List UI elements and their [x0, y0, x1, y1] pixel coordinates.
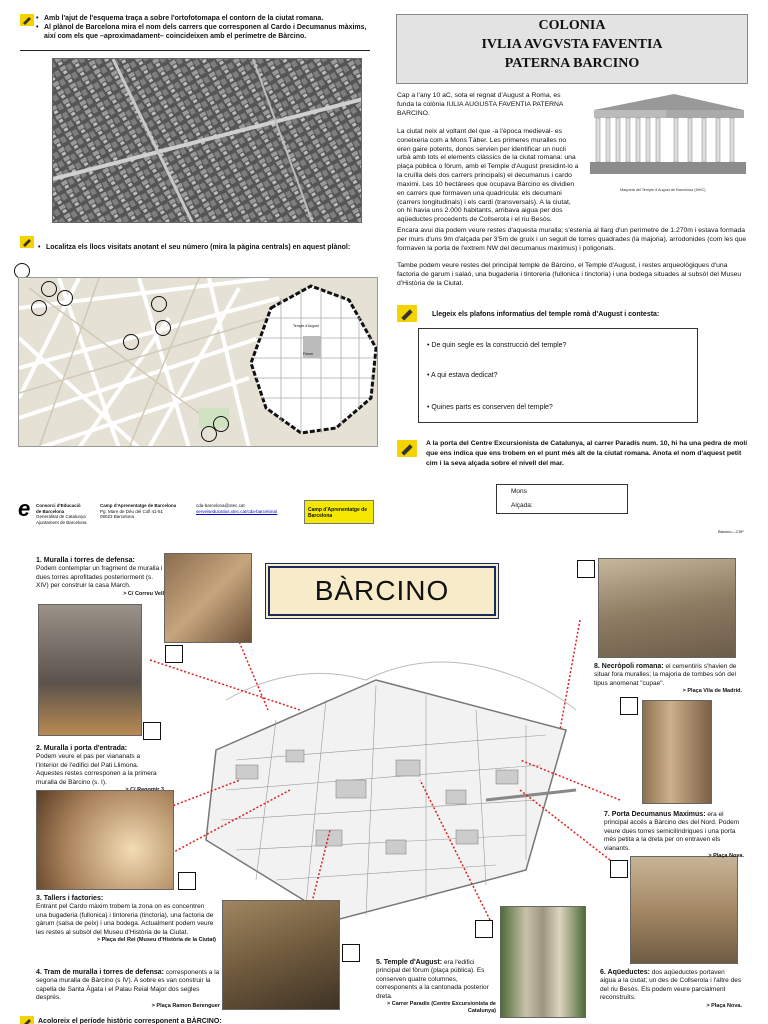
locate-instruction: • Localitza els llocs visitats anotant el seu número (mira la pàgina centrals) en aquest plànol: — [38, 244, 351, 251]
item-text: era el principal accés a Bàrcino des del Nord. Podem veure dues torres semicilíndriques i una porta més petita a la dreta per on entraven els vianants. — [604, 811, 740, 852]
item-title: 7. Porta Decumanus Maximus: — [604, 811, 706, 818]
visit-checkbox-3[interactable] — [178, 872, 196, 890]
poster-item-1 — [36, 556, 164, 598]
color-period-instruction: Acoloreix el període històric corresponent a BÀRCINO: — [38, 1018, 222, 1024]
instruction-list — [36, 14, 370, 41]
mons-instruction: A la porta del Centre Excursionista de Catalunya, al carrer Paradís num. 10, hi ha una pedra de molí que ens indica que ens trobem en el punt més alt de la ciutat romana. Anota el nom d'aquest petit cim i la seva alçada sobre el nivell del mar. — [426, 440, 748, 468]
item-place: > Plaça Vila de Madrid. — [682, 688, 742, 695]
plan-label: Temple d'August — [293, 324, 319, 328]
item-title: 2. Muralla i porta d'entrada: — [36, 745, 128, 752]
org-line: Camp d'Aprenentatge de Barcelona — [100, 503, 177, 508]
poster-item-6 — [600, 968, 742, 1010]
website-link[interactable]: serveiseducatius.xtec.cat/cda-barcelona/ — [196, 508, 278, 514]
item-title: 4. Tram de muralla i torres de defensa: — [36, 969, 164, 976]
workshops-photo — [36, 790, 174, 890]
orthophoto-texture — [53, 59, 362, 223]
mons-field-label: Mons — [511, 488, 527, 495]
email-link[interactable]: cda-barcelona@xtec.cat — [196, 503, 245, 508]
street-map[interactable] — [18, 277, 378, 447]
title-line: IVLIA AVGVSTA FAVENTIA — [481, 36, 663, 52]
intro-paragraph: Tambe podem veure restes del principal temple de Bàrcino, el Temple d'August, i restes arqueològiques d'una factoria de garum i salaó, una bugaderia i tintoreria (fullonica i tinctoria) i una bodega situades al subsòl del Museu d'Història de la Ciutat. — [397, 262, 742, 287]
location-marker[interactable] — [151, 296, 167, 312]
item-title: 3. Tallers i factories: — [36, 895, 104, 902]
wall-towers-photo — [164, 553, 252, 643]
item-text: el cementiris s'havien de situar fora muralles; la majoria de tombes són del tipus anomenat "cupae". — [594, 663, 737, 687]
visit-checkbox-6[interactable] — [610, 860, 628, 878]
location-marker[interactable] — [57, 290, 73, 306]
location-marker[interactable] — [155, 320, 171, 336]
item-place: > Plaça del Rei (Museu d'Història de la Ciutat) — [96, 937, 216, 944]
item-place: > Plaça Ramon Berenguer — [151, 1002, 220, 1009]
decumanus-gate-photo — [642, 700, 712, 804]
instruction-item: • Amb l'ajut de l'esquema traça a sobre l'ortofotomapa el contorn de la ciutat romana. — [36, 15, 324, 22]
pencil-icon — [20, 14, 34, 26]
temple-caption: Maqueta del Temple d'August de Barcelona (MHC) — [620, 188, 706, 192]
cda-badge-text: Camp d'Aprenentatge de Barcelona — [308, 507, 367, 519]
temple-model-drawing — [584, 88, 748, 186]
roman-city-outline — [241, 278, 378, 447]
item-title: 1. Muralla i torres de defensa: — [36, 557, 135, 564]
question-header: Llegeix els plafons informatius del temple romà d'August i contesta: — [432, 311, 660, 318]
item-place: > Plaça Nova. — [708, 853, 744, 860]
item-text: corresponents a la segona muralla de Bàrcino (s IV). A sobre es van construir la capella de Santa Àgata i el Palau Reial Major dos segles després. — [36, 969, 220, 1002]
cda-badge — [304, 500, 374, 524]
org-line: Pg. Mare de Déu del Coll 41-51 — [100, 508, 164, 514]
cda-info — [100, 503, 176, 520]
consorci-logo: e — [18, 496, 31, 521]
item-place: > Carrer Paradís (Centre Excursionista de Catalunya) — [387, 1001, 496, 1015]
pencil-icon — [20, 1016, 34, 1024]
title-box — [396, 14, 748, 84]
temple-columns-photo — [500, 906, 586, 1018]
title-line: PATERNA BARCINO — [504, 55, 640, 71]
poster-title: BÀRCINO — [268, 566, 496, 616]
question-text: A qui estava dedicat? — [431, 372, 498, 379]
question-box — [418, 328, 698, 423]
org-line: Consorci d'Educació — [36, 503, 81, 508]
intro-paragraph: Encara avui dia podem veure restes d'aquesta muralla; s'estenia al llarg d'un perímetre de 1.270m i estava formada per murs d'uns 9m d'alçada per 3'5m de gruix i un seguit de torres quadrades (la majoria), arrodonides (com les que formaven la porta de l'extrem NW del decumanus maximus) i poligonals. — [397, 227, 747, 252]
poster-item-3 — [36, 894, 216, 944]
consorci-info — [36, 503, 87, 526]
item-title: 5. Temple d'August: — [376, 959, 443, 966]
poster-item-7 — [604, 810, 744, 860]
visit-checkbox-5[interactable] — [475, 920, 493, 938]
necropolis-photo — [598, 558, 736, 658]
item-place: > Plaça Nova. — [706, 1002, 742, 1009]
temple-model-image — [584, 88, 748, 186]
intro-paragraph: Cap a l'any 10 aC, sota el regnat d'August a Roma, es funda la colònia IULIA AUGUSTA FAVENTIA PATERNA BARCINO. — [397, 92, 564, 117]
location-marker[interactable] — [31, 300, 47, 316]
org-line: de Barcelona — [36, 508, 65, 514]
page-code: Bàrcino—CSP — [718, 529, 744, 534]
location-marker[interactable] — [41, 281, 57, 297]
location-marker[interactable] — [123, 334, 139, 350]
item-text: Podem contemplar un fragment de muralla i dues torres aprofitades posteriorment (s. XIV) per construir la casa March. — [36, 565, 163, 590]
item-text: Podem veure el pas per viananats a l'interior de l'edifici del Pati Llimona. Aquestes restes corresponen a la primera muralla de Bàrcino (s. I). — [36, 753, 157, 786]
title-line: COLONIA — [538, 18, 606, 33]
contact-info — [196, 503, 277, 514]
question-text: De quin segle es la construcció del temple? — [431, 342, 567, 349]
visit-checkbox-8[interactable] — [577, 560, 595, 578]
aqueducts-photo — [630, 856, 738, 964]
visit-checkbox-7[interactable] — [620, 697, 638, 715]
question-text: Quines parts es conserven del temple? — [431, 404, 553, 411]
roman-city-plan — [241, 278, 378, 447]
altitude-field-label: Alçada: — [511, 502, 533, 509]
question-item: • De quin segle es la construcció del temple? — [427, 342, 567, 349]
org-line: Generalitat de Catalunya — [36, 514, 86, 520]
poster-item-2 — [36, 744, 164, 794]
item-place: > C/ Correu Vell — [123, 590, 164, 597]
question-item: • A qui estava dedicat? — [427, 372, 498, 379]
question-item: • Quines parts es conserven del temple? — [427, 404, 553, 411]
wall-section-photo — [222, 900, 340, 1010]
poster-item-4 — [36, 968, 220, 1010]
pencil-icon — [397, 305, 417, 322]
org-line: Ajuntament de Barcelona — [36, 519, 87, 525]
org-line: 08023 Barcelona — [100, 514, 135, 520]
divider — [20, 50, 370, 51]
plan-label: Fòrum — [303, 352, 314, 356]
mons-answer-box[interactable] — [496, 484, 628, 514]
poster-item-5 — [376, 958, 496, 1015]
item-title: 6. Aqüeductes: — [600, 969, 650, 976]
visit-checkbox-2[interactable] — [143, 722, 161, 740]
item-title: 8. Necròpoli romana: — [594, 663, 664, 670]
item-text: Entrant pel Cardo màxim trobem la zona on es concentren una bugaderia (fullonica) i tintoreria (tinctoria), una factoria de gàrum (salsa de peix) i una bodega. Actualment podem veure les restes al subsòl del Museu d'Història de la Ciutat. — [36, 903, 214, 936]
location-marker[interactable] — [201, 426, 217, 442]
visit-checkbox-1[interactable] — [165, 645, 183, 663]
orthophoto-map[interactable] — [52, 58, 362, 223]
pencil-icon — [20, 236, 34, 248]
pencil-icon — [397, 440, 417, 457]
item-text: dos aqüeductes portaven aigua a la ciutat; un des de Collserola i l'altre des del riu Besòs. Els podem veure parcialment reconstruïts. — [600, 969, 742, 1002]
item-text: era l'edifici principal del fòrum (plaça pública). Es conserven quatre columnes, corresponents a la cantonada posterior dreta. — [376, 959, 489, 1000]
visit-checkbox-4[interactable] — [342, 944, 360, 962]
intro-text: La ciutat neix al voltant del que -a l'època medieval- es coneixeria com a Mons Táber. Les primeres muralles no eren gaire potents, donos servien per identificar un nucli urbà amb tots el elements clàssics de la ciutat romana: una plaça pública o fòrum, amb el Temple d'August presidint-lo a la cruïlla dels dos carrers principals) el decumanus i cardo maximi. Les 10 hectàrees que ocupava Bàrcino es dividien en carrers que formaven una quadrícula: els decumani (carrers longitudinals) i els cardi (transversals). A la ciutat, on hi havia uns 2.000 habitants, arribava aigua per dos aqüeductes procedents de Collserola i el riu Besòs. — [397, 128, 579, 224]
intro-paragraph — [397, 128, 579, 225]
entrance-gate-photo — [38, 604, 142, 736]
poster-item-8 — [594, 662, 742, 695]
instruction-item: • Al plànol de Barcelona mira el nom dels carrers que corresponen al Cardo i Decumanus màxims, així com els que –aproximadament– coincideixen amb el perímetre de Bàrcino. — [36, 24, 367, 41]
